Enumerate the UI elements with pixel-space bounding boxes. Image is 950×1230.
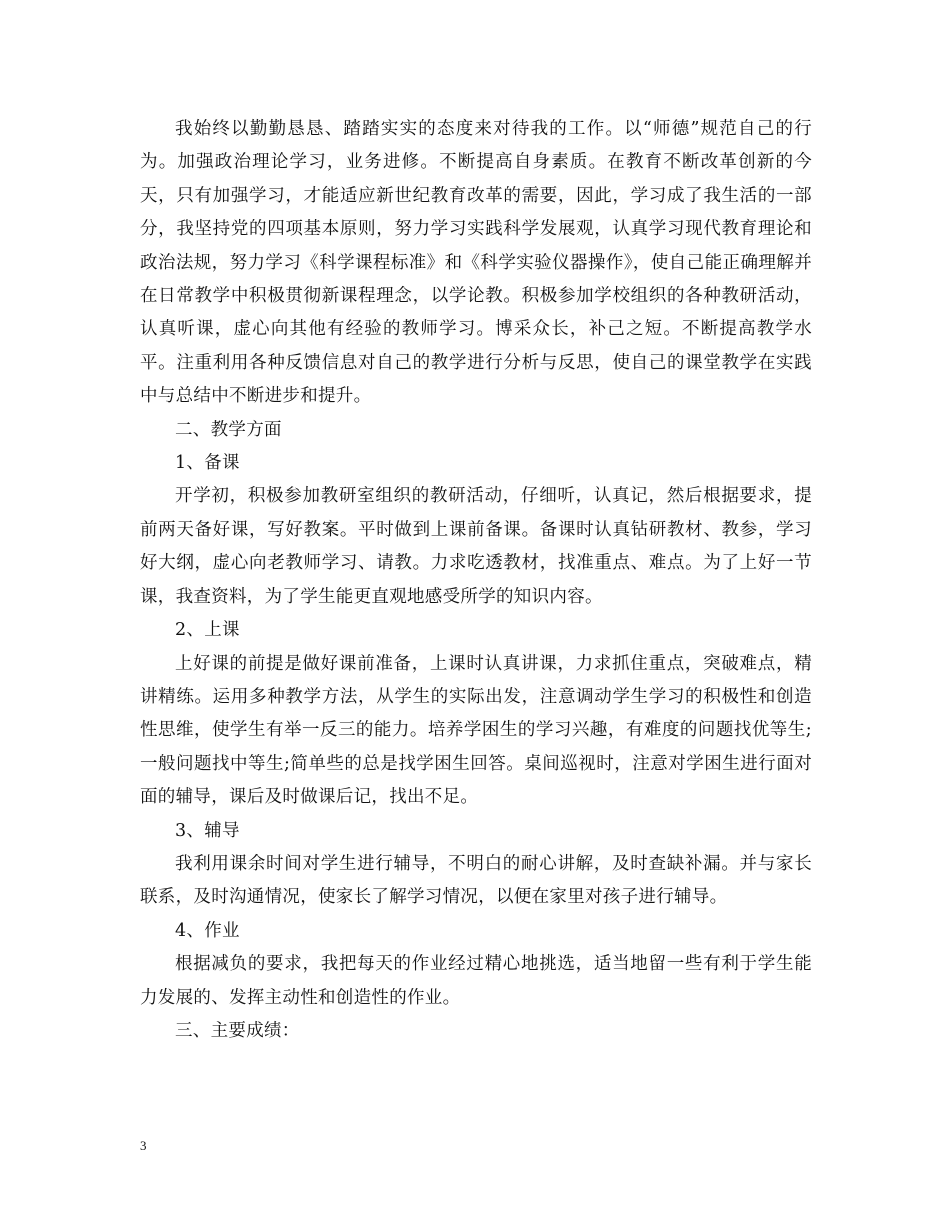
document-body	[140, 113, 812, 1048]
subheading-class: 2、上课	[175, 620, 240, 641]
paragraph-class: 上好课的前提是做好课前准备，上课时认真讲课，力求抓住重点，突破难点，精讲精练。运用多种教学方法，从学生的实际出发，注意调动学生学习的积极性和创造性思维，使学生有举一反三的能力。培养学困生的学习兴趣，有难度的问题找优等生;一般问题找中等生;简单些的总是找学困生回答。桌间巡视时，注意对学困生进行面对面的辅导，课后及时做课后记，找出不足。	[140, 653, 812, 808]
section-heading-achievements: 三、主要成绩：	[175, 1020, 300, 1041]
page-number: 3	[140, 1138, 147, 1153]
paragraph-lesson-prep: 开学初，积极参加教研室组织的教研活动，仔细听，认真记，然后根据要求，提前两天备好课，写好教案。平时做到上课前备课。备课时认真钻研教材、教参，学习好大纲，虚心向老教师学习、请教。力求吃透教材，找准重点、难点。为了上好一节课，我查资料，为了学生能更直观地感受所学的知识内容。	[140, 486, 812, 607]
subheading-homework: 4、作业	[175, 920, 240, 941]
paragraph-work-attitude: 我始终以勤勤恳恳、踏踏实实的态度来对待我的工作。以“师德”规范自己的行为。加强政治理论学习，业务进修。不断提高自身素质。在教育不断改革创新的今天，只有加强学习，才能适应新世纪教育改革的需要，因此，学习成了我生活的一部分，我坚持党的四项基本原则，努力学习实践科学发展观，认真学习现代教育理论和政治法规，努力学习《科学课程标准》和《科学实验仪器操作》，使自己能正确理解并在日常教学中积极贯彻新课程理念，以学论教。积极参加学校组织的各种教研活动，认真听课，虚心向其他有经验的教师学习。博采众长，补己之短。不断提高教学水平。注重利用各种反馈信息对自己的教学进行分析与反思，使自己的课堂教学在实践中与总结中不断进步和提升。	[140, 119, 812, 407]
subheading-lesson-prep: 1、备课	[175, 453, 240, 474]
paragraph-homework: 根据减负的要求，我把每天的作业经过精心地挑选，适当地留一些有利于学生能力发展的、发挥主动性和创造性的作业。	[140, 954, 812, 1008]
subheading-tutoring: 3、辅导	[175, 820, 240, 841]
section-heading-teaching: 二、教学方面	[175, 419, 282, 440]
paragraph-tutoring: 我利用课余时间对学生进行辅导，不明白的耐心讲解，及时查缺补漏。并与家长联系，及时沟通情况，使家长了解学习情况，以便在家里对孩子进行辅导。	[140, 853, 812, 908]
